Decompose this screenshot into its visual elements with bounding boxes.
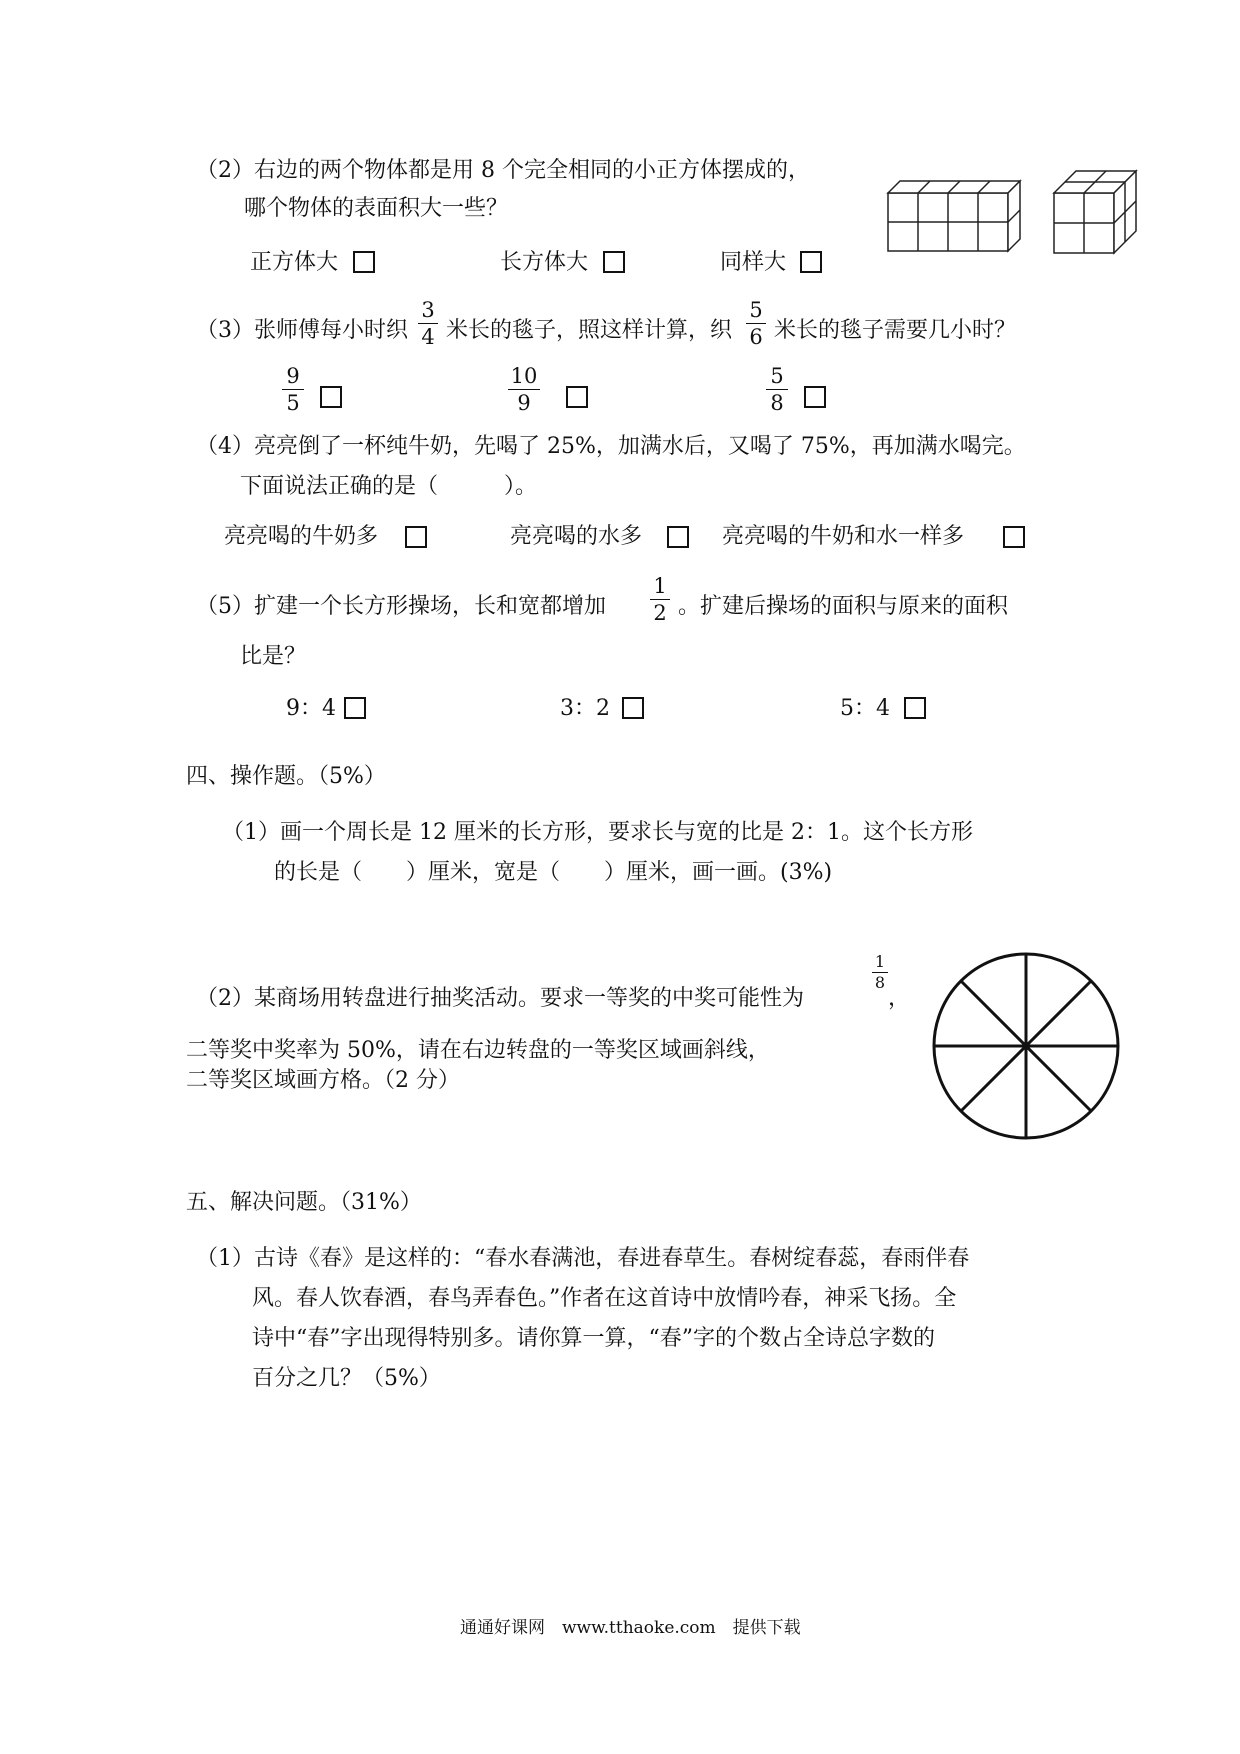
section5-q1-line4: 百分之几？（5%） <box>252 1366 441 1391</box>
cuboid-figure <box>886 176 1026 256</box>
section4-q2-fraction: $\frac{1}{8}$ <box>872 954 888 991</box>
section4-heading: 四、操作题。（5%） <box>186 764 386 789</box>
q4-checkbox-water[interactable] <box>667 526 689 548</box>
q5-suffix: 。扩建后操场的面积与原来的面积 <box>678 594 1009 619</box>
q4-checkbox-milk[interactable] <box>405 526 427 548</box>
q3-middle: 米长的毯子，照这样计算，织 <box>446 318 733 343</box>
q2-option-cube: 正方体大 <box>250 250 339 275</box>
section4-q2-line1: （2）某商场用转盘进行抽奖活动。要求一等奖的中奖可能性为 <box>196 986 804 1011</box>
section4-q2-line3: 二等奖区域画方格。（2 分） <box>186 1068 460 1093</box>
section5-q1-line2: 风。春人饮春酒，春鸟弄春色。”作者在这首诗中放情吟春，神采飞扬。全 <box>252 1286 957 1311</box>
q5-prefix: （5）扩建一个长方形操场，长和宽都增加 <box>196 594 606 619</box>
q4-checkbox-equal[interactable] <box>1003 526 1025 548</box>
q4-line2: 下面说法正确的是（ ）。 <box>240 474 538 499</box>
q2-checkbox-cuboid[interactable] <box>603 251 625 273</box>
q4-option-equal: 亮亮喝的牛奶和水一样多 <box>722 524 965 549</box>
q5-line2: 比是？ <box>240 644 307 669</box>
q5-fraction: $\frac{1}{2}$ <box>650 576 670 624</box>
q3-checkbox-b[interactable] <box>566 386 588 408</box>
q5-checkbox-a[interactable] <box>344 697 366 719</box>
q2-option-cuboid: 长方体大 <box>500 250 589 275</box>
page-footer: 通通好课网 www.tthaoke.com 提供下载 <box>460 1618 801 1638</box>
section5-q1-line1: （1）古诗《春》是这样的：“春水春满池，春进春草生。春树绽春蕊，春雨伴春 <box>196 1246 970 1271</box>
spinner-wheel[interactable] <box>930 950 1122 1142</box>
q4-option-water: 亮亮喝的水多 <box>510 524 643 549</box>
section4-q2-line2: 二等奖中奖率为 50%，请在右边转盘的一等奖区域画斜线， <box>186 1038 770 1063</box>
q2-line1: （2）右边的两个物体都是用 8 个完全相同的小正方体摆成的， <box>196 158 810 183</box>
q4-line1: （4）亮亮倒了一杯纯牛奶，先喝了 25%，加满水后，又喝了 75%，再加满水喝完。 <box>196 434 1026 459</box>
q3-prefix: （3）张师傅每小时织 <box>196 318 408 343</box>
section5-q1-line3: 诗中“春”字出现得特别多。请你算一算，“春”字的个数占全诗总字数的 <box>252 1326 935 1351</box>
q5-checkbox-b[interactable] <box>622 697 644 719</box>
q3-checkbox-c[interactable] <box>804 386 826 408</box>
q3-suffix: 米长的毯子需要几小时？ <box>774 318 1017 343</box>
section4-q1-line1: （1）画一个周长是 12 厘米的长方形，要求长与宽的比是 2：1。这个长方形 <box>222 820 973 845</box>
cube-figure <box>1052 166 1142 256</box>
section5-heading: 五、解决问题。（31%） <box>186 1190 422 1215</box>
q5-checkbox-c[interactable] <box>904 697 926 719</box>
q2-checkbox-cube[interactable] <box>353 251 375 273</box>
q2-checkbox-same[interactable] <box>800 251 822 273</box>
q3-option-a-fraction: $\frac{9}{5}$ <box>282 366 304 414</box>
q5-option-a: 9：4 <box>286 696 336 721</box>
q3-option-c-fraction: $\frac{5}{8}$ <box>766 366 788 414</box>
q2-line2: 哪个物体的表面积大一些？ <box>244 196 509 221</box>
q3-fraction-b: $\frac{5}{6}$ <box>746 300 766 348</box>
q2-option-same: 同样大 <box>720 250 787 275</box>
q3-option-b-fraction: $\frac{10}{9}$ <box>508 366 540 414</box>
q4-option-milk: 亮亮喝的牛奶多 <box>224 524 379 549</box>
q5-option-b: 3：2 <box>560 696 610 721</box>
q3-fraction-a: $\frac{3}{4}$ <box>418 300 438 348</box>
q3-checkbox-a[interactable] <box>320 386 342 408</box>
section4-q1-line2: 的长是（ ）厘米，宽是（ ）厘米，画一画。(3%) <box>274 860 833 885</box>
q5-option-c: 5：4 <box>840 696 890 721</box>
section4-q2-comma: ， <box>888 986 911 1011</box>
